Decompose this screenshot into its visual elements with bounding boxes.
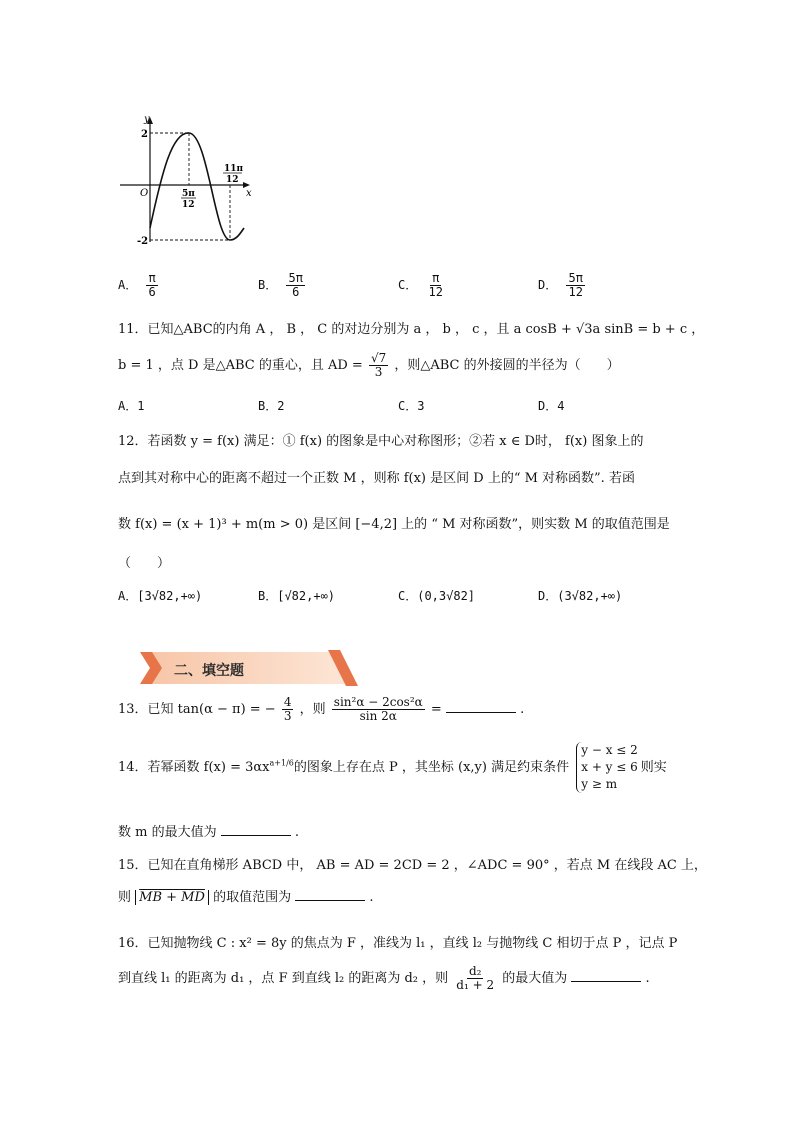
- q15-line1: 15．已知在直角梯形 ABCD 中， AB = AD = 2CD = 2 ，∠ADC = 90° ，若点 M 在线段 AC 上，: [118, 858, 707, 873]
- sine-graph: [110, 112, 260, 252]
- q11-line2: [118, 352, 620, 379]
- q10-d-num: 5π: [568, 271, 583, 285]
- q10-option-d-letter: D．: [538, 278, 558, 293]
- q12-option-b[interactable]: B．[√82,+∞): [258, 589, 336, 603]
- q10-d-den: 12: [568, 285, 583, 300]
- q11-option-c[interactable]: C．3: [398, 399, 425, 413]
- q10-option-d[interactable]: [538, 272, 587, 299]
- q13-answer-blank[interactable]: [446, 700, 516, 713]
- origin-label: O: [140, 188, 149, 199]
- q11-frac-den: 3: [374, 365, 383, 380]
- q11-option-a[interactable]: A．1: [118, 399, 145, 413]
- q14-post: 则实: [640, 760, 667, 775]
- q15-line2: [118, 886, 374, 905]
- q16-line2-pre: 到直线 l₁ 的距离为 d₁ ，点 F 到直线 l₂ 的距离为 d₂ ，则: [118, 971, 449, 987]
- q12-line4: （ ）: [118, 556, 171, 571]
- section-title: 二、填空题: [174, 663, 244, 679]
- x-tick2-den: 12: [226, 175, 239, 185]
- q12-option-c[interactable]: C．(0,3√82]: [398, 589, 476, 603]
- q10-option-b-letter: B．: [258, 278, 278, 293]
- q16-answer-blank[interactable]: [571, 969, 641, 982]
- q10-option-c-letter: C．: [398, 278, 418, 293]
- q16-frac-num: d₂: [468, 964, 482, 978]
- q16-line2-post: 的最大值为: [502, 971, 568, 987]
- q12-line3: 数 f(x) = (x + 1)³ + m(m > 0) 是区间 [−4,2] 上的 “ M 对称函数”，则实数 M 的取值范围是: [118, 517, 670, 532]
- q10-c-den: 12: [428, 285, 443, 300]
- q10-option-c[interactable]: [398, 272, 447, 299]
- q14-line2-pre: 数 m 的最大值为: [118, 825, 217, 840]
- q16-line2: [118, 965, 650, 992]
- q16-end: .: [645, 971, 650, 987]
- q15-end: .: [369, 890, 374, 905]
- x-axis-label: x: [246, 188, 252, 199]
- q11-line1: 11．已知△ABC的内角 A ， B ， C 的对边分别为 a ， b ， c ，且 a cosB + √3a sinB = b + c ，: [118, 322, 705, 337]
- q10-b-num: 5π: [288, 271, 303, 285]
- q13-frac1-den: 3: [283, 709, 292, 724]
- q13-end: .: [520, 702, 525, 718]
- y-top-label: 2: [141, 129, 148, 140]
- q12-option-d[interactable]: D．(3√82,+∞): [538, 589, 623, 603]
- q11-frac-num: √7: [370, 351, 387, 365]
- q10-option-b[interactable]: [258, 272, 307, 299]
- y-bottom-label: -2: [137, 236, 149, 247]
- q10-b-den: 6: [292, 285, 300, 300]
- q16-frac-den: d₁ + 2: [456, 978, 495, 993]
- q15-line2-pre: 则: [118, 890, 132, 905]
- q14-mid: 的图象上存在点 P ，其坐标 (x,y) 满足约束条件: [293, 760, 570, 775]
- y-axis-label: y: [144, 114, 150, 125]
- q12-line1: 12．若函数 y = f(x) 满足：① f(x) 的图象是中心对称图形；②若 x ∈ D时， f(x) 图象上的: [118, 434, 644, 449]
- q10-c-num: π: [432, 271, 440, 285]
- q11-option-b[interactable]: B．2: [258, 399, 285, 413]
- q13-frac2-num: sin²α − 2cos²α: [333, 695, 423, 709]
- q12-line2: 点到其对称中心的距离不超过一个正数 M ，则称 f(x) 是区间 D 上的“ M 对称函数”. 若函: [118, 471, 635, 486]
- q10-a-den: 6: [148, 285, 156, 300]
- x-tick1-num: 5π: [182, 189, 195, 199]
- q10-a-num: π: [148, 271, 156, 285]
- q14-constraint-1: y − x ≤ 2: [581, 743, 638, 757]
- q13-frac2-den: sin 2α: [359, 709, 397, 724]
- q13-mid: ，则: [299, 702, 326, 718]
- q13-post: =: [430, 702, 442, 718]
- q14-constraint-2: x + y ≤ 6: [581, 760, 638, 774]
- q14-answer-blank[interactable]: [221, 823, 291, 836]
- q14-line2-end: .: [294, 825, 300, 840]
- x-tick1-den: 12: [182, 200, 195, 210]
- q14-line1: [118, 742, 667, 793]
- q16-line1: 16．已知抛物线 C : x² = 8y 的焦点为 F ，准线为 l₁ ，直线 l₂ 与抛物线 C 相切于点 P ，记点 P: [118, 936, 678, 951]
- section-banner: [138, 650, 358, 686]
- q14-constraints: [576, 742, 638, 793]
- q14-pre: 14．若幂函数 f(x) = 3αx: [118, 760, 270, 775]
- q14-line2: [118, 821, 299, 840]
- q11-line2-post: ，则△ABC 的外接圆的半径为（ ）: [394, 358, 620, 374]
- q11-option-d[interactable]: D．4: [538, 399, 565, 413]
- q14-constraint-3: y ≥ m: [581, 777, 618, 791]
- q15-vector-abs: MB + MD: [135, 890, 209, 905]
- q10-option-a-letter: A．: [118, 278, 138, 293]
- q15-answer-blank[interactable]: [295, 888, 365, 901]
- q13-frac1-num: 4: [283, 695, 292, 709]
- q12-option-a[interactable]: A．[3√82,+∞): [118, 589, 203, 603]
- q11-line2-pre: b = 1 ，点 D 是△ABC 的重心，且 AD =: [118, 358, 363, 374]
- x-tick2-num: 11π: [224, 164, 244, 174]
- q13-pre: 13．已知 tan(α − π) = −: [118, 702, 276, 718]
- q15-line2-post: 的取值范围为: [213, 890, 292, 905]
- q14-exponent: a+1/6: [269, 758, 294, 768]
- q10-option-a[interactable]: [118, 272, 160, 299]
- q13-line: [118, 696, 524, 723]
